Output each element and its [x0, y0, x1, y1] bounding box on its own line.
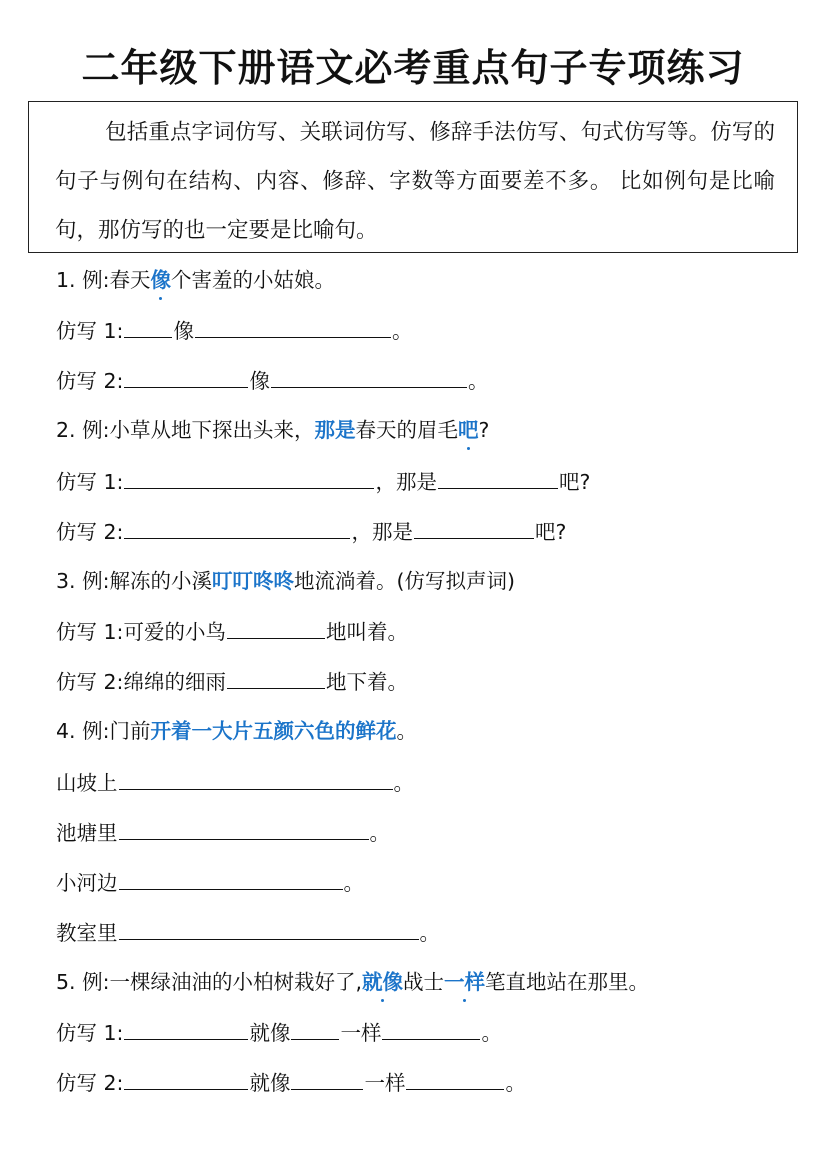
q2-a1-end: 吧? [558, 470, 591, 494]
answer-blank[interactable] [124, 315, 172, 338]
q4-example [56, 716, 417, 746]
answer-blank[interactable] [124, 466, 374, 489]
q3-a2-label: 仿写 2:绵绵的细雨 [56, 670, 226, 694]
q1-a1-mid: 像 [173, 319, 194, 343]
q3-answer-1 [56, 616, 408, 647]
q4-item-end: 。 [343, 871, 364, 895]
q3-answer-2 [56, 666, 408, 697]
q1-highlight: 像 [150, 265, 171, 295]
q4-prefix: 4. 例:门前 [56, 719, 151, 743]
answer-blank[interactable] [227, 616, 325, 639]
q5-answer-2 [56, 1067, 526, 1098]
q2-highlight-1: 那是 [314, 418, 356, 442]
q4-item [56, 767, 414, 798]
q5-highlight-2: 一样 [444, 967, 485, 997]
answer-blank[interactable] [124, 365, 248, 388]
q2-a1-mid: ，那是 [375, 470, 437, 494]
answer-blank[interactable] [438, 466, 558, 489]
q1-example [56, 265, 335, 295]
intro-text: 包括重点字词仿写、关联词仿写、修辞手法仿写、句式仿写等。仿写的句子与例句在结构、内容、修辞、字数等方面要差不多。 比如例句是比喻句，那仿写的也一定要是比喻句。 [55, 120, 775, 243]
q1-a2-end: 。 [467, 369, 489, 393]
q5-a2-end: 。 [505, 1071, 526, 1095]
answer-blank[interactable] [119, 817, 369, 840]
q3-a1-label: 仿写 1:可爱的小鸟 [56, 620, 226, 644]
q2-answer-1 [56, 466, 590, 497]
q4-item [56, 917, 440, 948]
q3-a1-end: 地叫着。 [325, 620, 408, 644]
q4-item-label: 池塘里 [56, 821, 118, 845]
q2-example [56, 415, 489, 445]
q5-highlight-1: 就像 [362, 967, 403, 997]
q5-a2-mid2: 一样 [364, 1071, 406, 1095]
q4-item-label: 教室里 [56, 921, 118, 945]
q5-mid: 战士 [403, 970, 444, 994]
q4-item-label: 山坡上 [56, 771, 118, 795]
q2-highlight-2: 吧 [458, 415, 479, 445]
answer-blank[interactable] [119, 917, 419, 940]
q2-answer-2 [56, 516, 566, 547]
q5-a1-label: 仿写 1: [56, 1021, 124, 1045]
q5-a2-label: 仿写 2: [56, 1071, 124, 1095]
answer-blank[interactable] [124, 1017, 248, 1040]
q2-end: ? [478, 418, 490, 442]
answer-blank[interactable] [271, 365, 467, 388]
q2-a2-end: 吧? [534, 520, 567, 544]
q3-a2-end: 地下着。 [325, 670, 408, 694]
q5-answer-1 [56, 1017, 502, 1048]
answer-blank[interactable] [124, 516, 350, 539]
q3-prefix: 3. 例:解冻的小溪 [56, 569, 212, 593]
answer-blank[interactable] [291, 1017, 339, 1040]
q1-a1-label: 仿写 1: [56, 319, 124, 343]
q1-answer-2 [56, 365, 488, 396]
q5-suffix: 笔直地站在那里。 [485, 970, 649, 994]
q4-highlight: 开着一大片五颜六色的鲜花 [150, 719, 397, 743]
q1-prefix: 1. 例:春天 [56, 268, 151, 292]
q5-a1-mid2: 一样 [340, 1021, 382, 1045]
answer-blank[interactable] [195, 315, 391, 338]
q1-a1-end: 。 [391, 319, 413, 343]
answer-blank[interactable] [291, 1067, 363, 1090]
answer-blank[interactable] [414, 516, 534, 539]
answer-blank[interactable] [119, 867, 343, 890]
q5-example [56, 967, 649, 997]
q2-a2-label: 仿写 2: [56, 520, 124, 544]
answer-blank[interactable] [406, 1067, 504, 1090]
intro-box [28, 101, 798, 253]
q5-a1-end: 。 [481, 1021, 502, 1045]
q3-example [56, 566, 515, 596]
answer-blank[interactable] [119, 767, 393, 790]
q2-a1-label: 仿写 1: [56, 470, 124, 494]
answer-blank[interactable] [382, 1017, 480, 1040]
answer-blank[interactable] [227, 666, 325, 689]
q2-prefix: 2. 例:小草从地下探出头来， [56, 418, 315, 442]
q4-end: 。 [396, 719, 417, 743]
q3-suffix: 地流淌着。(仿写拟声词) [293, 569, 515, 593]
q4-item-end: 。 [419, 921, 440, 945]
q5-a2-mid1: 就像 [249, 1071, 291, 1095]
q1-answer-1 [56, 315, 412, 346]
q4-item [56, 817, 390, 848]
q1-suffix: 个害羞的小姑娘。 [170, 268, 335, 292]
q4-item-label: 小河边 [56, 871, 118, 895]
q4-item-end: 。 [393, 771, 414, 795]
q5-prefix: 5. 例:一棵绿油油的小柏树栽好了, [56, 970, 362, 994]
q3-highlight: 叮叮咚咚 [211, 569, 294, 593]
q4-item [56, 867, 364, 898]
q5-a1-mid1: 就像 [249, 1021, 291, 1045]
q2-mid: 春天的眉毛 [355, 418, 458, 442]
page-title: 二年级下册语文必考重点句子专项练习 [81, 46, 745, 90]
q1-a2-mid: 像 [249, 369, 270, 393]
q1-a2-label: 仿写 2: [56, 369, 124, 393]
q4-item-end: 。 [369, 821, 390, 845]
q2-a2-mid: ，那是 [351, 520, 413, 544]
answer-blank[interactable] [124, 1067, 248, 1090]
